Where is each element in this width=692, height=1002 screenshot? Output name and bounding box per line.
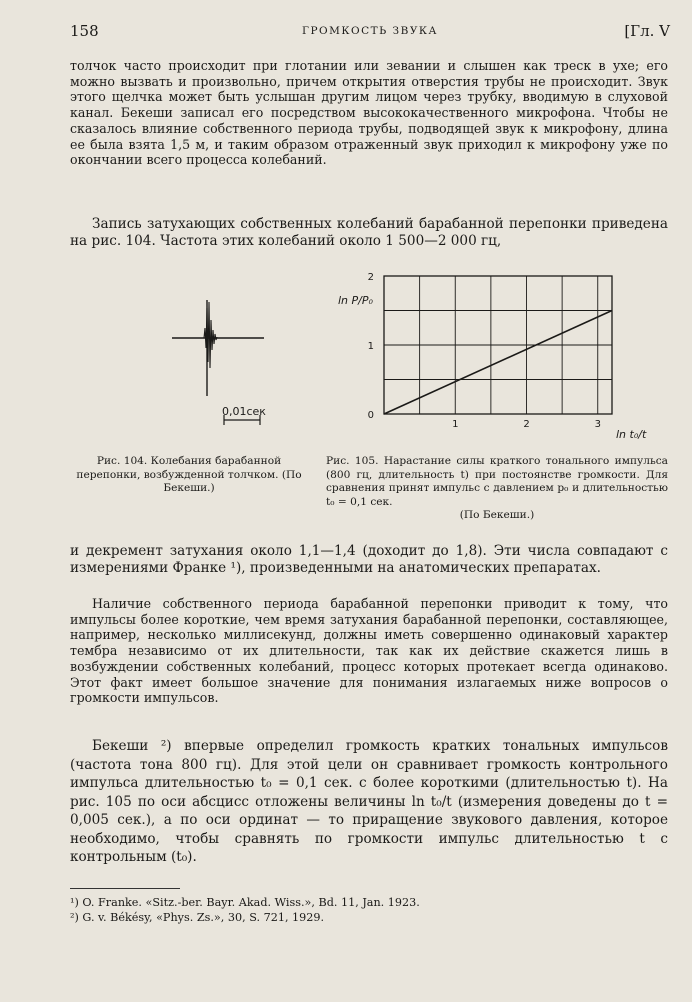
page-header	[70, 22, 670, 44]
figure-104-caption: Рис. 104. Колебания барабанной перепонки, возбужденной толчком. (По Бекеши.)	[76, 455, 302, 494]
series-line	[384, 311, 612, 415]
y-axis-label: ln P/P₀	[338, 294, 373, 307]
chapter-label: [Гл. V	[624, 22, 670, 40]
chart-grid	[384, 276, 612, 414]
figure-105-caption-source: (По Бекеши.)	[459, 509, 535, 521]
y-tick-label: 0	[367, 410, 374, 421]
running-title: ГРОМКОСТЬ ЗВУКА	[302, 25, 438, 37]
figure-105-caption-main: Рис. 105. Нарастание силы краткого тонального импульса (800 гц, длительность t) при постоянстве громкости. Для сравнения принят импульс с давлением p₀ и длительностью t₀ = 0,1 сек.	[326, 455, 668, 508]
time-scale-label: 0,01сек	[222, 405, 266, 418]
paragraph-period: Наличие собственного периода барабанной перепонки приводит к тому, что импульсы более короткие, чем время затухания барабанной перепонки, составляющее, например, несколько миллисекунд, должны иметь совершенно одинаковый характер тембра независимо от их длительности, так как их действие скажется лишь в возбуждении собственных колебаний, процесс которых протекает всегда одинаково. Этот факт имеет большое значение для понимания излагаемых ниже вопросов о громкости импульсов.	[70, 596, 668, 706]
figure-105-chart	[326, 266, 656, 452]
footnote-rule	[70, 888, 180, 889]
paragraph-decrement: и декремент затухания около 1,1—1,4 (доходит до 1,8). Эти числа совпадают с измерениями Франке ¹), произведенными на анатомических препаратах.	[70, 543, 668, 576]
figure-104-oscillogram	[168, 288, 268, 438]
oscillogram-trace	[204, 302, 217, 368]
page-number: 158	[70, 22, 99, 40]
figure-105-caption	[326, 455, 668, 523]
x-axis-label: ln t₀/t	[616, 428, 647, 441]
y-tick-label: 1	[367, 341, 374, 352]
x-tick-label: 3	[594, 419, 601, 430]
paragraph-continuation: толчок часто происходит при глотании или зевании и слышен как треск в ухе; его можно вызвать и произвольно, причем открытия отверстия трубы не происходит. Звук этого щелчка может быть услышан другим лицом через трубку, вводимую в слуховой канал. Бекеши записал его посредством высококачественного микрофона. Чтобы не сказалось влияние собственного периода трубы, подводящей звук к микрофону, длина ее была взята 1,5 м, и таким образом отраженный звук приходил к микрофону уже по окончании всего процесса колебаний.	[70, 58, 668, 168]
chart-series	[384, 311, 612, 415]
paragraph-bekesy: Бекеши ²) впервые определил громкость кратких тональных импульсов (частота тона 800 гц). Для этой цели он сравнивает громкость контрольного импульса длительностью t₀ = 0,1 сек. с более короткими (длительностью t). На рис. 105 по оси абсцисс отложены величины ln t₀/t (измерения доведены до t = 0,005 сек.), а по оси ординат — то приращение звукового давления, которое необходимо, чтобы сравнять по громкости импульс длительностью t с контрольным (t₀).	[70, 738, 668, 865]
x-tick-label: 2	[523, 419, 530, 430]
footnote-2: ²) G. v. Békésy, «Phys. Zs.», 30, S. 721, 1929.	[70, 911, 325, 924]
x-tick-label: 1	[452, 419, 459, 430]
paragraph-record: Запись затухающих собственных колебаний барабанной перепонки приведена на рис. 104. Частота этих колебаний около 1 500—2 000 гц,	[70, 216, 668, 249]
footnote-1: ¹) O. Franke. «Sitz.-ber. Bayr. Akad. Wiss.», Bd. 11, Jan. 1923.	[70, 896, 420, 909]
y-tick-label: 2	[367, 272, 374, 283]
